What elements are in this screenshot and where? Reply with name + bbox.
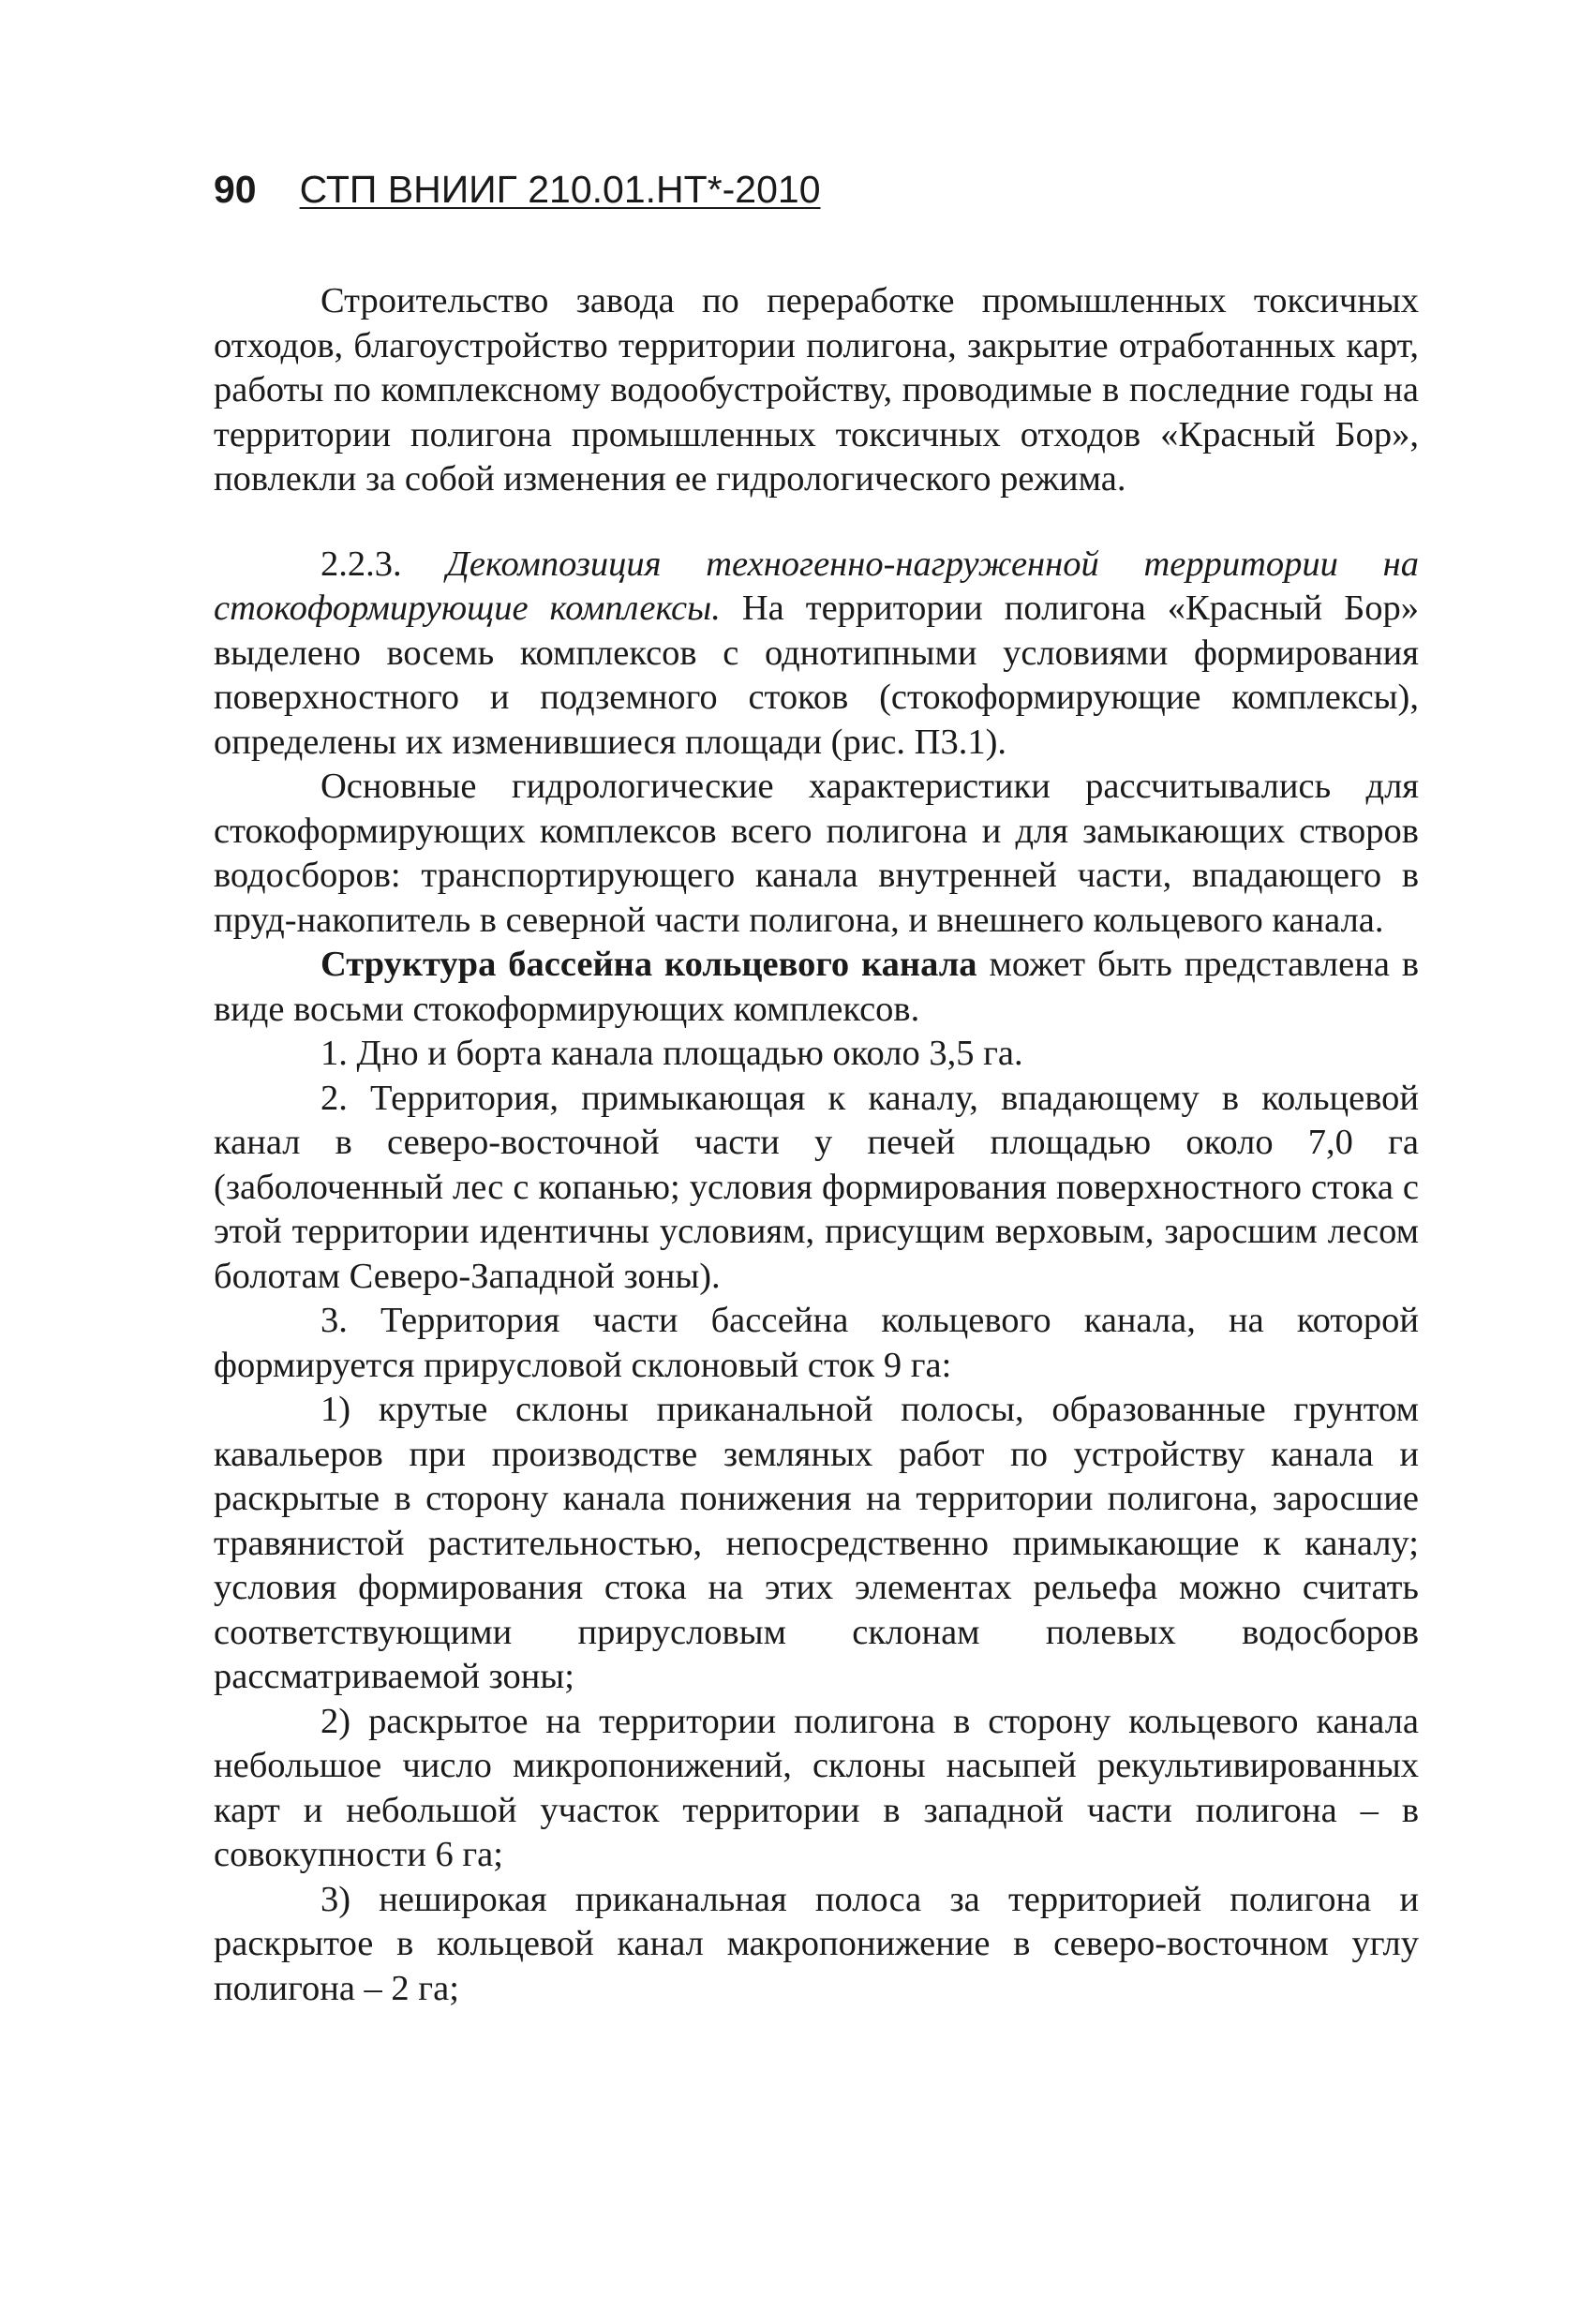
paragraph-text: 1) крутые склоны приканальной полосы, образованные грунтом кавальеров при производстве земляных работ по устройству канала и раскрытые в сторону канала понижения на территории полигона, заросшие травянистой растительностью, непосредственно примыкающие к каналу; условия формирования стока на этих элементах рельефа можно считать соответствующими прирусловым склонам полевых водосборов рассматриваемой зоны;: [214, 1390, 1419, 1696]
list-item-3: [214, 1299, 1419, 1388]
page-header: [214, 167, 821, 212]
paragraph-text: 3. Территория части бассейна кольцевого канала, на которой формируется прирусловой склоновый сток 9 га:: [214, 1301, 1419, 1385]
document-code: СТП ВНИИГ 210.01.НТ*-2010: [299, 168, 821, 211]
section-number: 2.2.3.: [320, 544, 402, 584]
paragraph-text: Строительство завода по переработке промышленных токсичных отходов, благоустройство территории полигона, закрытие отработанных карт, работы по комплексному водообустройству, проводимые в последние годы на территории полигона промышленных токсичных отходов «Красный Бор», повлекли за собой изменения ее гидрологического режима.: [214, 281, 1419, 499]
sublist-item-3: [214, 1878, 1419, 2012]
section-title: Декомпозиция техногенно-нагруженной территории на стокоформирующие комплексы.: [214, 544, 1420, 628]
paragraph-hydro-characteristics: [214, 765, 1419, 943]
sublist-item-1: [214, 1388, 1419, 1700]
paragraph-section-2-2-3: [214, 543, 1419, 766]
list-item-2: [214, 1077, 1419, 1300]
paragraph-text: На территории полигона «Красный Бор» выделено восемь комплексов с однотипными условиями формирования поверхностного и подземного стоков (стокоформирующие комплексы), определены их изменившиеся площади (рис. П3.1).: [214, 588, 1420, 762]
document-body: [214, 279, 1419, 2011]
list-item-1: [214, 1032, 1419, 1077]
paragraph-text: Основные гидрологические характеристики рассчитывались для стокоформирующих комплексов всего полигона и для замыкающих створов водосборов: транспортирующего канала внутренней части, впадающего в пруд-накопитель в северной части полигона, и внешнего кольцевого канала.: [214, 767, 1419, 940]
bold-lead: Структура бассейна кольцевого канала: [320, 945, 977, 984]
paragraph-intro: [214, 279, 1419, 502]
sublist-item-2: [214, 1700, 1419, 1878]
page-number: 90: [214, 168, 257, 211]
paragraph-text: 2) раскрытое на территории полигона в сторону кольцевого канала небольшое число микропонижений, склоны насыпей рекультивированных карт и небольшой участок территории в западной части полигона – в совокупности 6 га;: [214, 1701, 1419, 1874]
paragraph-text: 3) неширокая приканальная полоса за территорией полигона и раскрытое в кольцевой канал макропонижение в северо-восточном углу полигона – 2 га;: [214, 1879, 1419, 2008]
paragraph-basin-structure: [214, 943, 1419, 1032]
paragraph-text: 1. Дно и борта канала площадью около 3,5 га.: [320, 1034, 1023, 1073]
paragraph-text: 2. Территория, примыкающая к каналу, впадающему в кольцевой канал в северо-восточной части у печей площадью около 7,0 га (заболоченный лес с копанью; условия формирования поверхностного стока с этой территории идентичны условиям, присущим верховым, заросшим лесом болотам Северо-Западной зоны).: [214, 1078, 1419, 1296]
paragraph-text: может быть представлена в виде восьми стокоформирующих комплексов.: [214, 945, 1420, 1029]
